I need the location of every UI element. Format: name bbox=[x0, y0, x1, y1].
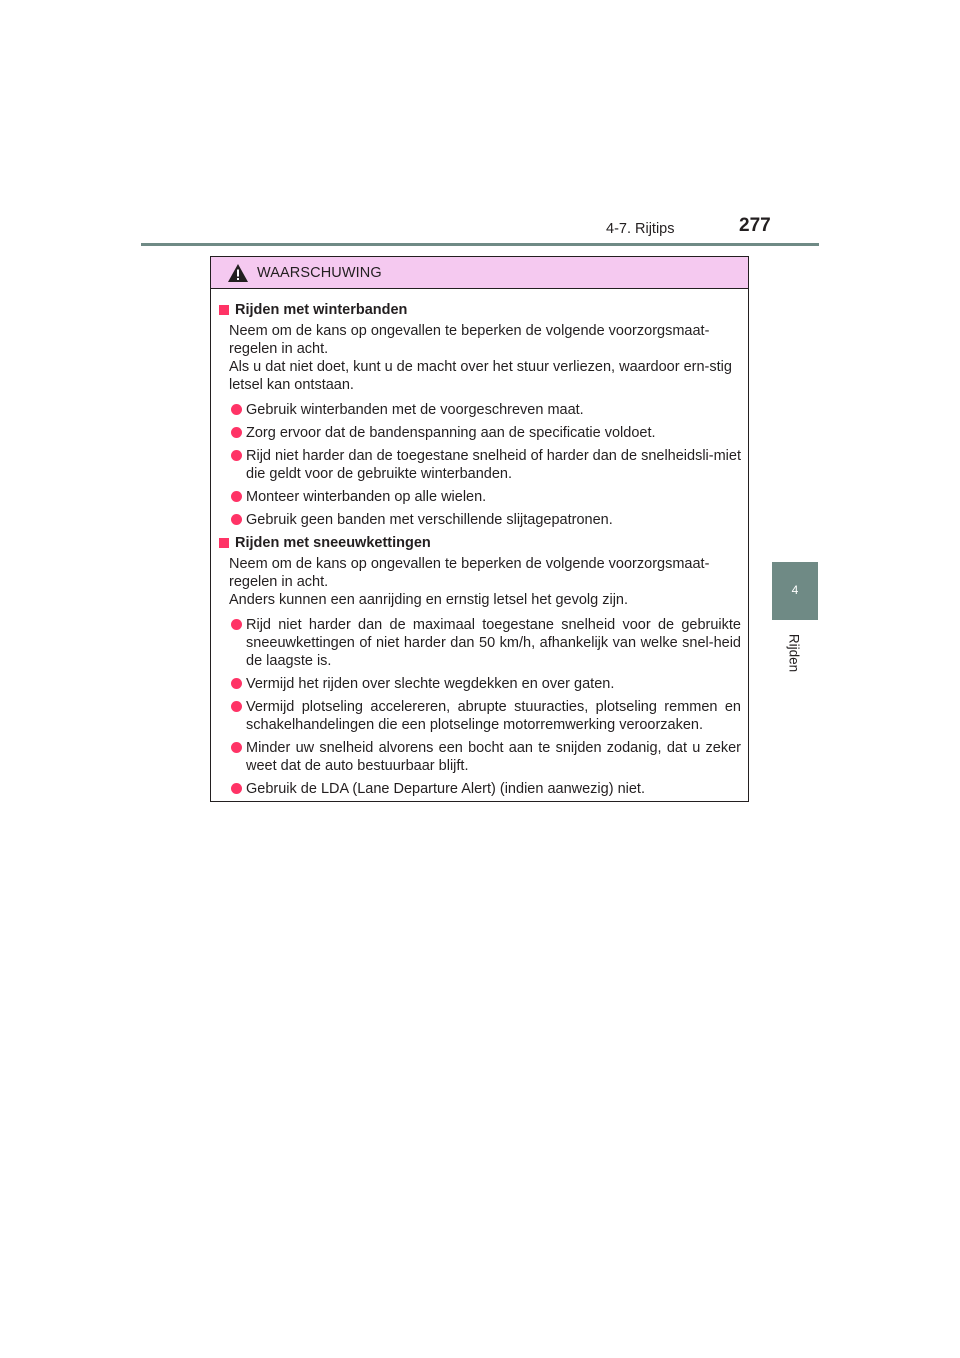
bullet-dot-icon bbox=[231, 491, 242, 502]
list-item bbox=[218, 447, 741, 483]
intro-text: Neem om de kans op ongevallen te beperken de volgende voorzorgsmaat-regelen in acht. bbox=[229, 323, 710, 357]
bullet-dot-icon bbox=[231, 427, 242, 438]
bullet-dot-icon bbox=[231, 742, 242, 753]
list-item bbox=[218, 424, 741, 442]
section-intro bbox=[218, 322, 741, 394]
bullet-dot-icon bbox=[231, 619, 242, 630]
chapter-label-text: Rijden bbox=[786, 633, 802, 673]
bullet-dot-icon bbox=[231, 701, 242, 712]
bullet-dot-icon bbox=[231, 450, 242, 461]
section-intro bbox=[218, 555, 741, 609]
warning-box bbox=[210, 256, 749, 802]
consequence-text: Anders kunnen een aanrijding en ernstig letsel het gevolg zijn. bbox=[229, 592, 629, 608]
list-item-text: Vermijd plotseling accelereren, abrupte stuuracties, plotseling remmen en schakelhandelingen die een plotselinge motorremwerking veroorzaken. bbox=[246, 699, 741, 733]
warning-header bbox=[211, 257, 748, 289]
square-bullet-icon bbox=[219, 538, 229, 548]
warning-triangle-icon bbox=[227, 263, 249, 283]
page-number: 277 bbox=[739, 215, 771, 236]
list-item-text: Rijd niet harder dan de toegestane snelheid of harder dan de snelheidsli-miet die geldt voor de gebruikte winterbanden. bbox=[246, 448, 741, 482]
section-winter-tires bbox=[218, 301, 741, 529]
list-item bbox=[218, 616, 741, 670]
section-title: 4-7. Rijtips bbox=[606, 221, 675, 237]
list-item-text: Rijd niet harder dan de maximaal toegestane snelheid voor de gebruikte sneeuwkettingen of niet harder dan 50 km/h, afhankelijk van welke snel-heid de laagste is. bbox=[246, 617, 741, 669]
list-item bbox=[218, 780, 741, 798]
consequence-text: Als u dat niet doet, kunt u de macht over het stuur verliezen, waardoor ern-stig letsel kan ontstaan. bbox=[229, 359, 732, 393]
list-item-text: Vermijd het rijden over slechte wegdekken en over gaten. bbox=[246, 676, 615, 692]
list-item bbox=[218, 401, 741, 419]
section-heading bbox=[218, 301, 741, 319]
list-item-text: Gebruik de LDA (Lane Departure Alert) (indien aanwezig) niet. bbox=[246, 781, 645, 797]
bullet-dot-icon bbox=[231, 678, 242, 689]
list-item-text: Gebruik winterbanden met de voorgeschreven maat. bbox=[246, 402, 584, 418]
square-bullet-icon bbox=[219, 305, 229, 315]
bullet-dot-icon bbox=[231, 514, 242, 525]
list-item-text: Minder uw snelheid alvorens een bocht aan te snijden zodanig, dat u zeker weet dat de auto bestuurbaar blijft. bbox=[246, 740, 741, 774]
section-heading-text: Rijden met winterbanden bbox=[235, 302, 408, 318]
list-item bbox=[218, 698, 741, 734]
section-heading bbox=[218, 534, 741, 552]
list-item-text: Monteer winterbanden op alle wielen. bbox=[246, 489, 487, 505]
bullet-dot-icon bbox=[231, 404, 242, 415]
list-item-text: Gebruik geen banden met verschillende slijtagepatronen. bbox=[246, 512, 613, 528]
list-item bbox=[218, 488, 741, 506]
warning-title: WAARSCHUWING bbox=[257, 264, 382, 281]
intro-text: Neem om de kans op ongevallen te beperken de volgende voorzorgsmaat-regelen in acht. bbox=[229, 556, 710, 590]
list-item bbox=[218, 675, 741, 693]
list-item-text: Zorg ervoor dat de bandenspanning aan de specificatie voldoet. bbox=[246, 425, 656, 441]
warning-body bbox=[211, 289, 748, 798]
bullet-dot-icon bbox=[231, 783, 242, 794]
chapter-number: 4 bbox=[791, 583, 799, 597]
list-item bbox=[218, 739, 741, 775]
section-heading-text: Rijden met sneeuwkettingen bbox=[235, 535, 431, 551]
list-item bbox=[218, 511, 741, 529]
header-divider bbox=[141, 243, 819, 246]
chapter-tab bbox=[772, 562, 818, 620]
chapter-label bbox=[787, 633, 801, 673]
section-snow-chains bbox=[218, 534, 741, 798]
